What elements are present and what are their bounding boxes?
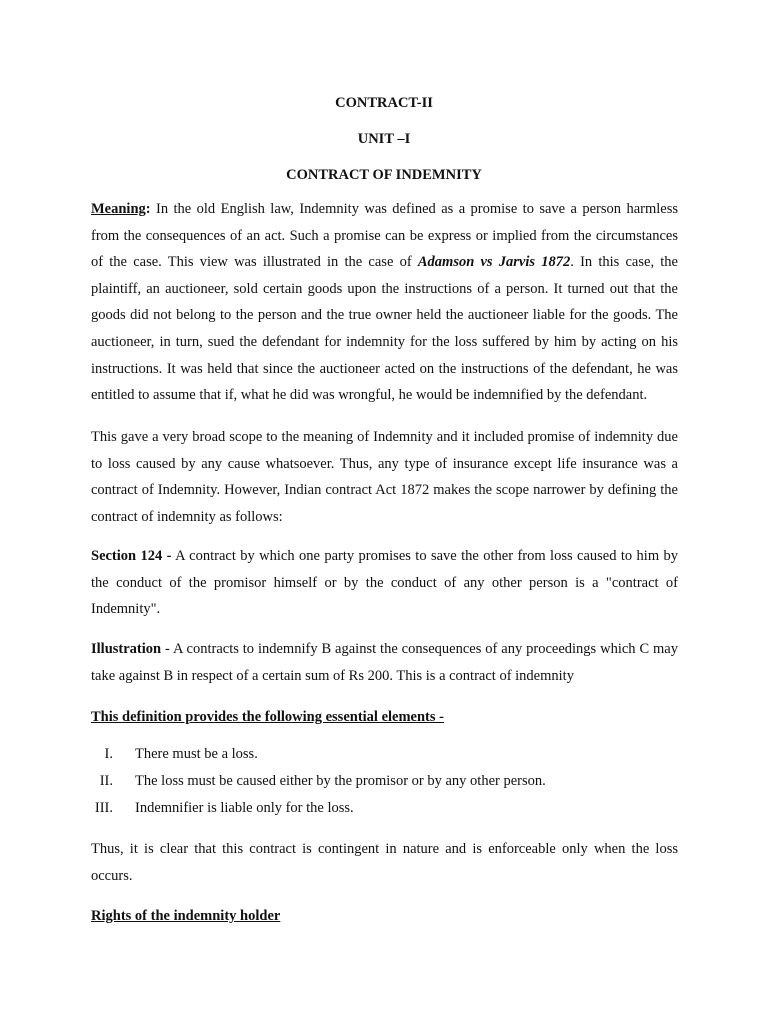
- meaning-text-1: In the old English law, Indemnity was defined as a promise to save a person harmless from the consequences of an act. Such a promise can be express or implied from the circumstances of the case. This view was illustrated in the case of: [91, 201, 678, 271]
- list-item-text: There must be a loss.: [135, 746, 258, 762]
- elements-heading: This definition provides the following essential elements -: [91, 709, 444, 725]
- rights-heading: Rights of the indemnity holder: [91, 908, 281, 924]
- meaning-text-2: . In this case, the plaintiff, an auctioneer, sold certain goods upon the instructions of a person. It turned out that the goods did not belong to the person and the true owner held the auctioneer liable for the goods. The auctioneer, in turn, sued the defendant for indemnity for the loss suffered by him by acting on his instructions. It was held that since the auctioneer acted on the instructions of the defendant, he was entitled to assume that if, what he did was wrongful, he would be indemnified by the defendant.: [91, 254, 678, 404]
- illustration-paragraph: [91, 636, 678, 689]
- list-item-number: II.: [99, 773, 113, 789]
- course-title: CONTRACT-II: [335, 95, 433, 111]
- unit-title: UNIT –I: [357, 131, 411, 147]
- list-item-number: I.: [104, 746, 113, 762]
- list-item: [91, 741, 678, 768]
- topic-title: CONTRACT OF INDEMNITY: [286, 167, 482, 183]
- illustration-label: Illustration: [91, 641, 162, 657]
- conclusion-paragraph: Thus, it is clear that this contract is contingent in nature and is enforceable only when the loss occurs.: [91, 841, 678, 884]
- case-name: Adamson vs Jarvis 1872: [417, 254, 571, 271]
- elements-list: [91, 741, 678, 822]
- meaning-label: Meaning: [91, 201, 146, 217]
- meaning-colon: :: [145, 201, 151, 217]
- scope-paragraph: This gave a very broad scope to the meaning of Indemnity and it included promise of indemnity due to loss caused by any cause whatsoever. Thus, any type of insurance except life insurance was a contract of Indemnity. However, Indian contract Act 1872 makes the scope narrower by defining the contract of indemnity as follows:: [91, 429, 678, 525]
- meaning-paragraph: [91, 196, 678, 409]
- section-label: Section 124 -: [91, 548, 172, 564]
- section-text: A contract by which one party promises to save the other from loss caused to him by the conduct of the promisor himself or by the conduct of any other person is a "contract of Indemnity".: [91, 548, 678, 618]
- list-item: [91, 768, 678, 795]
- list-item-text: The loss must be caused either by the promisor or by any other person.: [135, 773, 546, 789]
- list-item-number: III.: [94, 800, 113, 816]
- list-item: [91, 795, 678, 822]
- list-item-text: Indemnifier is liable only for the loss.: [135, 800, 354, 816]
- section-124-paragraph: [91, 543, 678, 623]
- illustration-text: - A contracts to indemnify B against the consequences of any proceedings which C may take against B in respect of a certain sum of Rs 200. This is a contract of indemnity: [91, 641, 678, 684]
